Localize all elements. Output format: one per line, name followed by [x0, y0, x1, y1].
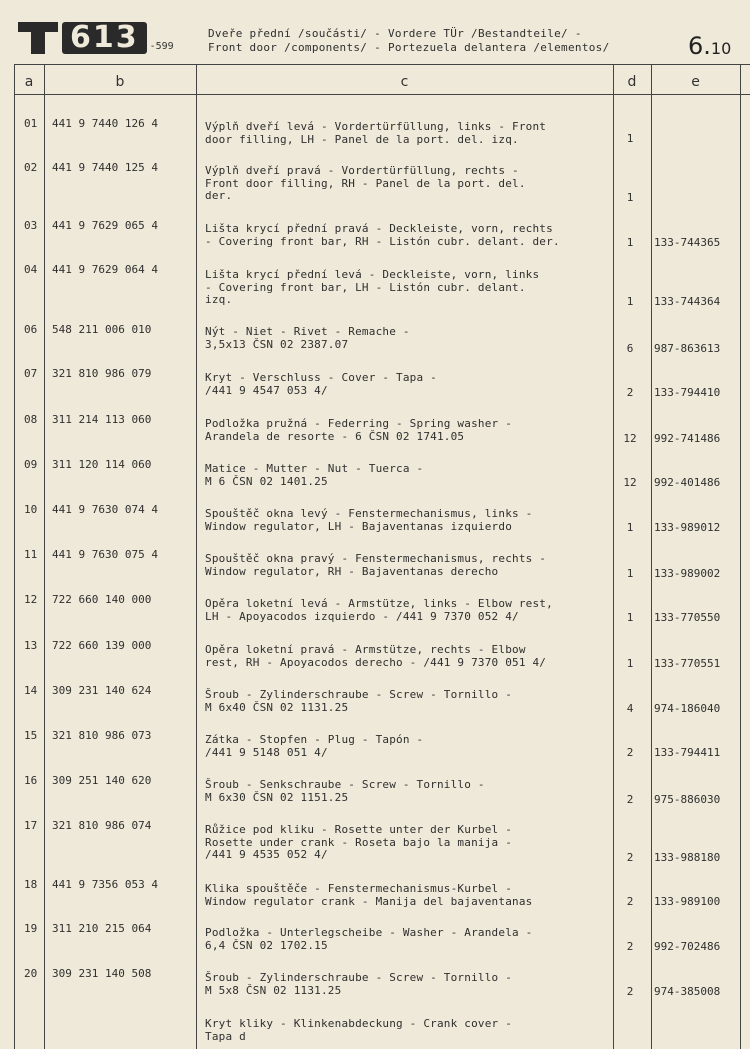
reference-number: 133-744364: [654, 295, 721, 308]
logo-model-number: 613: [62, 22, 147, 54]
reference-number: 133-988180: [654, 851, 721, 864]
part-description: Matice - Mutter - Nut - Tuerca - M 6 ČSN 02 1401.25: [205, 462, 424, 488]
part-number: 441 9 7440 125 4: [52, 161, 158, 174]
quantity: 2: [626, 895, 634, 908]
part-number: 722 660 139 000: [52, 639, 152, 652]
quantity: 12: [623, 432, 637, 445]
part-description: Kryt kliky - Klinkenabdeckung - Crank cover - Tapa d: [205, 1017, 513, 1043]
item-position: 18: [24, 878, 38, 891]
part-number: 441 9 7629 064 4: [52, 263, 158, 276]
reference-number: 992-741486: [654, 432, 721, 445]
column-header-a: a: [24, 74, 34, 90]
part-description: Opěra loketní levá - Armstütze, links - Elbow rest, LH - Apoyacodos izquierdo - /441 9 7370 052 4/: [205, 597, 553, 623]
item-position: 20: [24, 967, 38, 980]
column-header-c: c: [400, 74, 409, 90]
reference-number: 133-794410: [654, 386, 721, 399]
part-description: Růžice pod kliku - Rosette unter der Kurbel - Rosette under crank - Roseta bajo la manija - /441 9 4535 052 4/: [205, 823, 513, 861]
reference-number: 974-186040: [654, 702, 721, 715]
part-number: 311 214 113 060: [52, 413, 152, 426]
part-description: Podložka pružná - Federring - Spring washer - Arandela de resorte - 6 ČSN 02 1741.05: [205, 417, 513, 443]
reference-number: 133-770550: [654, 611, 721, 624]
column-rule-b: [196, 64, 197, 1049]
reference-number: 133-770551: [654, 657, 721, 670]
sheet-number-main: 6.: [688, 32, 711, 60]
quantity: 2: [626, 746, 634, 759]
part-description: Šroub - Zylinderschraube - Screw - Tornillo - M 5x8 ČSN 02 1131.25: [205, 971, 513, 997]
item-position: 09: [24, 458, 38, 471]
part-number: 321 810 986 074: [52, 819, 152, 832]
header-bottom-rule: [14, 94, 750, 95]
quantity: 2: [626, 793, 634, 806]
part-description: Šroub - Senkschraube - Screw - Tornillo - M 6x30 ČSN 02 1151.25: [205, 778, 485, 804]
part-description: Podložka - Unterlegscheibe - Washer - Arandela - 6,4 ČSN 02 1702.15: [205, 926, 533, 952]
item-position: 15: [24, 729, 38, 742]
part-description: Výplň dveří levá - Vordertürfüllung, links - Front door filling, LH - Panel de la port. del. izq.: [205, 120, 547, 146]
item-position: 19: [24, 922, 38, 935]
reference-number: 987-863613: [654, 342, 721, 355]
part-number: 548 211 006 010: [52, 323, 152, 336]
reference-number: 133-989100: [654, 895, 721, 908]
quantity: 1: [626, 295, 634, 308]
header-top-rule: [14, 64, 750, 65]
part-number: 309 231 140 624: [52, 684, 152, 697]
column-header-b: b: [115, 74, 125, 90]
reference-number: 133-989012: [654, 521, 721, 534]
reference-number: 974-385008: [654, 985, 721, 998]
column-header-d: d: [627, 74, 637, 90]
quantity: 2: [626, 985, 634, 998]
item-position: 01: [24, 117, 38, 130]
quantity: 2: [626, 940, 634, 953]
sheet-number-suffix: 10: [710, 39, 732, 58]
part-number: 309 231 140 508: [52, 967, 152, 980]
quantity: 1: [626, 657, 634, 670]
part-number: 311 120 114 060: [52, 458, 152, 471]
quantity: 1: [626, 567, 634, 580]
part-description: Výplň dveří pravá - Vordertürfüllung, rechts - Front door filling, RH - Panel de la port. del. der.: [205, 164, 526, 202]
reference-number: 133-744365: [654, 236, 721, 249]
item-position: 07: [24, 367, 38, 380]
column-header-e: e: [691, 74, 700, 90]
part-number: 441 9 7630 075 4: [52, 548, 158, 561]
column-rule-a: [44, 64, 45, 1049]
sheet-number: [688, 32, 731, 60]
quantity: 6: [626, 342, 634, 355]
part-number: 441 9 7356 053 4: [52, 878, 158, 891]
part-number: 321 810 986 073: [52, 729, 152, 742]
part-number: 441 9 7440 126 4: [52, 117, 158, 130]
quantity: 1: [626, 611, 634, 624]
part-description: Opěra loketní pravá - Armstütze, rechts - Elbow rest, RH - Apoyacodos derecho - /441 9 7370 051 4/: [205, 643, 547, 669]
quantity: 1: [626, 191, 634, 204]
item-position: 03: [24, 219, 38, 232]
part-number: 311 210 215 064: [52, 922, 152, 935]
part-number: 722 660 140 000: [52, 593, 152, 606]
item-position: 10: [24, 503, 38, 516]
part-description: Spouštěč okna pravý - Fenstermechanismus, rechts - Window regulator, RH - Bajaventanas derecho: [205, 552, 547, 578]
part-number: 441 9 7629 065 4: [52, 219, 158, 232]
item-position: 17: [24, 819, 38, 832]
reference-number: 992-702486: [654, 940, 721, 953]
item-position: 11: [24, 548, 38, 561]
quantity: 4: [626, 702, 634, 715]
item-position: 06: [24, 323, 38, 336]
page-title: Dveře přední /součásti/ - Vordere TÜr /Bestandteile/ - Front door /components/ - Portezuela delantera /elementos/: [208, 27, 610, 54]
quantity: 1: [626, 132, 634, 145]
logo-subtitle: -599: [149, 41, 174, 52]
part-description: Klika spouštěče - Fenstermechanismus-Kurbel - Window regulator crank - Manija del bajaventanas: [205, 882, 533, 908]
part-description: Spouštěč okna levý - Fenstermechanismus, links - Window regulator, LH - Bajaventanas izquierdo: [205, 507, 533, 533]
quantity: 1: [626, 521, 634, 534]
part-number: 309 251 140 620: [52, 774, 152, 787]
item-position: 16: [24, 774, 38, 787]
item-position: 02: [24, 161, 38, 174]
part-description: Zátka - Stopfen - Plug - Tapón - /441 9 5148 051 4/: [205, 733, 424, 759]
column-rule-d: [651, 64, 652, 1049]
item-position: 13: [24, 639, 38, 652]
part-description: Nýt - Niet - Rivet - Remache - 3,5x13 ČSN 02 2387.07: [205, 325, 410, 351]
quantity: 2: [626, 851, 634, 864]
column-rule-left: [14, 64, 15, 1049]
part-description: Lišta krycí přední pravá - Deckleiste, vorn, rechts - Covering front bar, RH - Listón cubr. delant. der.: [205, 222, 560, 248]
part-number: 321 810 986 079: [52, 367, 152, 380]
part-description: Kryt - Verschluss - Cover - Tapa - /441 9 4547 053 4/: [205, 371, 437, 397]
part-description: Šroub - Zylinderschraube - Screw - Tornillo - M 6x40 ČSN 02 1131.25: [205, 688, 513, 714]
logo-t-icon: [18, 22, 58, 54]
quantity: 12: [623, 476, 637, 489]
reference-number: 133-989002: [654, 567, 721, 580]
quantity: 1: [626, 236, 634, 249]
part-description: Lišta krycí přední levá - Deckleiste, vorn, links - Covering front bar, LH - Listón cubr. delant. izq.: [205, 268, 540, 306]
reference-number: 975-886030: [654, 793, 721, 806]
column-rule-right: [740, 64, 741, 1049]
part-number: 441 9 7630 074 4: [52, 503, 158, 516]
item-position: 04: [24, 263, 38, 276]
item-position: 14: [24, 684, 38, 697]
tatra-logo: [18, 20, 174, 54]
item-position: 12: [24, 593, 38, 606]
quantity: 2: [626, 386, 634, 399]
reference-number: 133-794411: [654, 746, 721, 759]
reference-number: 992-401486: [654, 476, 721, 489]
item-position: 08: [24, 413, 38, 426]
